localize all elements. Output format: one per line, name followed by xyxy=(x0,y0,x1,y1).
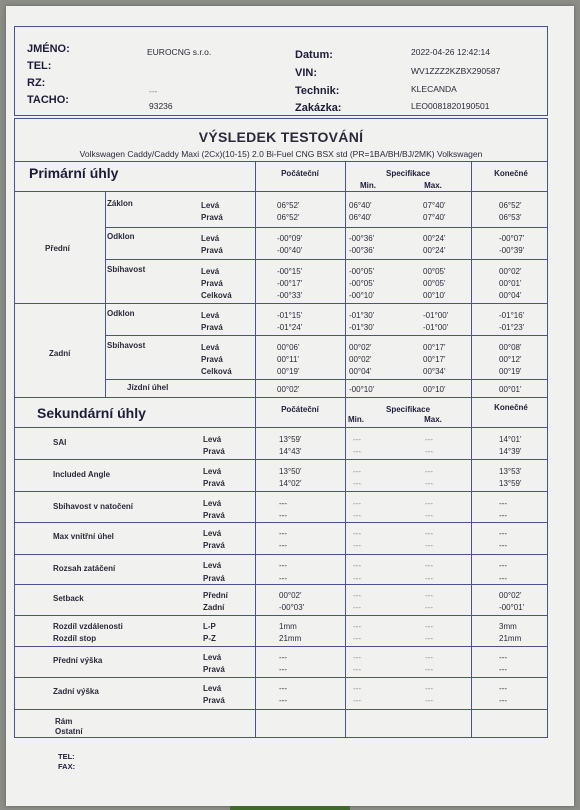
vin-value: WV1ZZZ2KZBX290587 xyxy=(411,66,501,76)
secondary-final-value: --- xyxy=(499,541,507,550)
secondary-final-value: 13°59' xyxy=(499,479,522,488)
grid-line xyxy=(255,397,256,737)
primary-max-value: 00°05' xyxy=(423,267,446,276)
secondary-final-value: 13°53' xyxy=(499,467,522,476)
secondary-side-label: Zadní xyxy=(203,603,225,612)
grid-line xyxy=(105,191,106,397)
primary-final-value: 00°02' xyxy=(499,267,522,276)
secondary-angles-heading: Sekundární úhly xyxy=(37,405,146,421)
secondary-min-value: --- xyxy=(353,653,361,662)
primary-group-label: Odklon xyxy=(107,232,135,241)
primary-final-value: -00°39' xyxy=(499,246,525,255)
secondary-initial-value: --- xyxy=(279,541,287,550)
secondary-initial-value: -00°03' xyxy=(279,603,305,612)
primary-side-label: Pravá xyxy=(201,246,223,255)
secondary-side-label: Přední xyxy=(203,591,228,600)
date-label: Datum: xyxy=(295,49,333,61)
secondary-min-value: --- xyxy=(353,696,361,705)
secondary-row-label: Included Angle xyxy=(53,470,111,479)
rear-axle-label: Zadní xyxy=(49,349,71,358)
secondary-min-value: --- xyxy=(353,684,361,693)
primary-side-label: Celková xyxy=(201,291,232,300)
secondary-side-label: Pravá xyxy=(203,447,225,456)
secondary-initial-value: 14°02' xyxy=(279,479,302,488)
primary-angles-heading: Primární úhly xyxy=(29,165,119,181)
primary-group-label: Záklon xyxy=(107,199,133,208)
primary-initial-value: -00°40' xyxy=(277,246,303,255)
primary-final-value: -00°07' xyxy=(499,234,525,243)
secondary-side-label: P-Z xyxy=(203,634,216,643)
secondary-max-value: --- xyxy=(425,665,433,674)
secondary-min-value: --- xyxy=(353,634,361,643)
technician-label: Technik: xyxy=(295,85,340,97)
secondary-side-label: Levá xyxy=(203,467,222,476)
secondary-max-value: --- xyxy=(425,511,433,520)
primary-max-value: 00°24' xyxy=(423,246,446,255)
secondary-side-label: Pravá xyxy=(203,696,225,705)
grid-line xyxy=(255,161,256,397)
primary-final-value: 00°19' xyxy=(499,367,522,376)
vin-label: VIN: xyxy=(295,67,317,79)
secondary-final-value: 3mm xyxy=(499,622,517,631)
secondary-max-value: --- xyxy=(425,447,433,456)
primary-col-max: Max. xyxy=(424,181,442,190)
secondary-row-label: Rozsah zatáčení xyxy=(53,564,116,573)
footer-fax-label: FAX: xyxy=(58,762,76,771)
secondary-min-value: --- xyxy=(353,574,361,583)
front-axle-label: Přední xyxy=(45,244,70,253)
grid-line xyxy=(15,491,547,492)
secondary-side-label: Pravá xyxy=(203,541,225,550)
secondary-side-label: Levá xyxy=(203,653,222,662)
rz-label: RZ: xyxy=(27,77,46,89)
secondary-max-value: --- xyxy=(425,499,433,508)
primary-min-value: -00°36' xyxy=(349,234,375,243)
primary-col-min: Min. xyxy=(360,181,376,190)
grid-line xyxy=(15,459,547,460)
secondary-max-value: --- xyxy=(425,435,433,444)
primary-col-final: Konečné xyxy=(494,169,528,178)
secondary-max-value: --- xyxy=(425,541,433,550)
secondary-max-value: --- xyxy=(425,684,433,693)
secondary-max-value: --- xyxy=(425,591,433,600)
grid-line xyxy=(105,335,547,336)
primary-initial-value: 00°11' xyxy=(277,355,299,364)
primary-side-label: Levá xyxy=(201,343,220,352)
name-value: EUROCNG s.r.o. xyxy=(147,47,212,57)
primary-initial-value: 06°52' xyxy=(277,201,300,210)
secondary-max-value: --- xyxy=(425,653,433,662)
secondary-initial-value: --- xyxy=(279,574,287,583)
secondary-row-label: Zadní výška xyxy=(53,687,99,696)
primary-group-label: Sbíhavost xyxy=(107,265,146,274)
footer-tel-label: TEL: xyxy=(58,752,75,761)
grid-line xyxy=(15,554,547,555)
primary-final-value: 06°53' xyxy=(499,213,522,222)
primary-initial-value: -00°17' xyxy=(277,279,303,288)
secondary-col-max: Max. xyxy=(424,415,442,424)
grid-line xyxy=(105,227,547,228)
secondary-col-initial: Počáteční xyxy=(281,405,319,414)
secondary-final-value: --- xyxy=(499,511,507,520)
primary-group-label: Odklon xyxy=(107,309,135,318)
primary-final-value: 00°01' xyxy=(499,385,522,394)
background-surface xyxy=(230,806,350,810)
secondary-initial-value: 00°02' xyxy=(279,591,302,600)
grid-line xyxy=(15,709,547,710)
grid-line xyxy=(345,161,346,397)
secondary-initial-value: 14°43' xyxy=(279,447,302,456)
order-value: LEO0081820190501 xyxy=(411,101,490,111)
primary-initial-value: 00°02' xyxy=(277,385,300,394)
primary-final-value: -01°16' xyxy=(499,311,525,320)
primary-final-value: 00°01' xyxy=(499,279,522,288)
secondary-max-value: --- xyxy=(425,479,433,488)
secondary-initial-value: 1mm xyxy=(279,622,297,631)
grid-line xyxy=(15,303,547,304)
grid-line xyxy=(471,161,472,397)
order-label: Zakázka: xyxy=(295,102,342,114)
primary-initial-value: -01°24' xyxy=(277,323,303,332)
tacho-label: TACHO: xyxy=(27,94,69,106)
primary-side-label: Levá xyxy=(201,201,220,210)
secondary-min-value: --- xyxy=(353,665,361,674)
grid-line xyxy=(15,191,547,192)
primary-max-value: -01°00' xyxy=(423,311,449,320)
secondary-col-min: Min. xyxy=(348,415,364,424)
primary-initial-value: 00°06' xyxy=(277,343,300,352)
primary-group-label: Jízdní úhel xyxy=(127,383,169,392)
secondary-side-label: Pravá xyxy=(203,574,225,583)
secondary-side-label: Levá xyxy=(203,561,222,570)
secondary-side-label: Pravá xyxy=(203,479,225,488)
primary-max-value: 07°40' xyxy=(423,213,446,222)
primary-min-value: 00°02' xyxy=(349,343,372,352)
grid-line xyxy=(345,397,346,737)
grid-line xyxy=(15,584,547,585)
secondary-col-final: Konečné xyxy=(494,403,528,412)
secondary-min-value: --- xyxy=(353,561,361,570)
primary-min-value: -00°36' xyxy=(349,246,375,255)
secondary-final-value: --- xyxy=(499,665,507,674)
primary-side-label: Celková xyxy=(201,367,232,376)
secondary-max-value: --- xyxy=(425,634,433,643)
secondary-row-label: Rozdíl vzdálenosti xyxy=(53,622,123,631)
primary-min-value: 00°04' xyxy=(349,367,372,376)
primary-final-value: -01°23' xyxy=(499,323,525,332)
other-label: Ostatní xyxy=(55,727,83,736)
secondary-final-value: -00°01' xyxy=(499,603,525,612)
primary-initial-value: 00°19' xyxy=(277,367,300,376)
secondary-min-value: --- xyxy=(353,541,361,550)
grid-line xyxy=(15,646,547,647)
primary-side-label: Levá xyxy=(201,234,220,243)
vehicle-description: Volkswagen Caddy/Caddy Maxi (2Cx)(10-15) 2.0 Bi-Fuel CNG BSX std (PR=1BA/BH/BJ/2MK) Volkswagen xyxy=(79,149,483,159)
grid-line xyxy=(105,259,547,260)
primary-max-value: 00°24' xyxy=(423,234,446,243)
secondary-max-value: --- xyxy=(425,529,433,538)
secondary-row-label: SAI xyxy=(53,438,67,447)
secondary-initial-value: 13°59' xyxy=(279,435,302,444)
divider xyxy=(15,161,547,162)
primary-initial-value: 06°52' xyxy=(277,213,300,222)
primary-side-label: Pravá xyxy=(201,355,223,364)
technician-value: KLECANDA xyxy=(411,84,457,94)
secondary-row-label: Přední výška xyxy=(53,656,103,665)
secondary-min-value: --- xyxy=(353,591,361,600)
report-title: VÝSLEDEK TESTOVÁNÍ xyxy=(198,129,364,145)
secondary-final-value: --- xyxy=(499,499,507,508)
secondary-initial-value: --- xyxy=(279,684,287,693)
grid-line xyxy=(15,522,547,523)
primary-final-value: 00°12' xyxy=(499,355,522,364)
primary-max-value: 00°34' xyxy=(423,367,446,376)
secondary-initial-value: --- xyxy=(279,665,287,674)
primary-max-value: 00°17' xyxy=(423,343,446,352)
primary-col-initial: Počáteční xyxy=(281,169,319,178)
primary-side-label: Levá xyxy=(201,267,220,276)
primary-initial-value: -00°33' xyxy=(277,291,303,300)
secondary-final-value: --- xyxy=(499,574,507,583)
secondary-initial-value: 13°50' xyxy=(279,467,302,476)
primary-group-label: Sbíhavost xyxy=(107,341,146,350)
header-box xyxy=(14,26,548,116)
primary-max-value: 00°10' xyxy=(423,385,446,394)
secondary-row-label: Max vnitřní úhel xyxy=(53,532,114,541)
secondary-final-value: --- xyxy=(499,653,507,662)
secondary-max-value: --- xyxy=(425,561,433,570)
primary-max-value: -01°00' xyxy=(423,323,449,332)
secondary-final-value: 14°39' xyxy=(499,447,522,456)
secondary-col-spec: Specifikace xyxy=(385,405,431,414)
secondary-final-value: 21mm xyxy=(499,634,522,643)
secondary-min-value: --- xyxy=(353,435,361,444)
secondary-side-label: Pravá xyxy=(203,511,225,520)
primary-final-value: 06°52' xyxy=(499,201,522,210)
secondary-max-value: --- xyxy=(425,574,433,583)
secondary-initial-value: --- xyxy=(279,529,287,538)
primary-final-value: 00°04' xyxy=(499,291,522,300)
secondary-max-value: --- xyxy=(425,467,433,476)
secondary-min-value: --- xyxy=(353,447,361,456)
tel-label: TEL: xyxy=(27,60,52,72)
secondary-side-label: Levá xyxy=(203,684,222,693)
primary-side-label: Levá xyxy=(201,311,220,320)
grid-line xyxy=(471,397,472,737)
results-box xyxy=(14,118,548,738)
secondary-initial-value: --- xyxy=(279,561,287,570)
secondary-min-value: --- xyxy=(353,467,361,476)
secondary-min-value: --- xyxy=(353,479,361,488)
secondary-final-value: --- xyxy=(499,696,507,705)
secondary-initial-value: --- xyxy=(279,511,287,520)
primary-initial-value: -00°09' xyxy=(277,234,303,243)
grid-line xyxy=(105,379,547,380)
secondary-min-value: --- xyxy=(353,499,361,508)
secondary-final-value: 00°02' xyxy=(499,591,522,600)
primary-side-label: Pravá xyxy=(201,323,223,332)
secondary-final-value: --- xyxy=(499,684,507,693)
secondary-final-value: 14°01' xyxy=(499,435,522,444)
secondary-final-value: --- xyxy=(499,529,507,538)
primary-initial-value: -01°15' xyxy=(277,311,303,320)
primary-min-value: -01°30' xyxy=(349,311,375,320)
grid-line xyxy=(15,677,547,678)
secondary-min-value: --- xyxy=(353,603,361,612)
secondary-max-value: --- xyxy=(425,603,433,612)
secondary-min-value: --- xyxy=(353,622,361,631)
primary-side-label: Pravá xyxy=(201,279,223,288)
secondary-side-label: Levá xyxy=(203,435,222,444)
secondary-row-label: Rozdíl stop xyxy=(53,634,97,643)
primary-min-value: -00°05' xyxy=(349,279,375,288)
primary-side-label: Pravá xyxy=(201,213,223,222)
secondary-row-label: Sbíhavost v natočení xyxy=(53,502,134,511)
primary-min-value: 06°40' xyxy=(349,213,372,222)
secondary-row-label: Setback xyxy=(53,594,84,603)
primary-col-spec: Specifikace xyxy=(385,169,431,178)
primary-max-value: 00°05' xyxy=(423,279,446,288)
secondary-min-value: --- xyxy=(353,529,361,538)
frame-label: Rám xyxy=(55,717,73,726)
tacho-value: 93236 xyxy=(149,101,173,111)
date-value: 2022-04-26 12:42:14 xyxy=(411,47,490,57)
name-label: JMÉNO: xyxy=(27,43,70,55)
secondary-side-label: L-P xyxy=(203,622,216,631)
primary-max-value: 00°10' xyxy=(423,291,446,300)
primary-min-value: 06°40' xyxy=(349,201,372,210)
rz-value: --- xyxy=(149,86,158,96)
secondary-initial-value: --- xyxy=(279,653,287,662)
secondary-side-label: Pravá xyxy=(203,665,225,674)
primary-max-value: 07°40' xyxy=(423,201,446,210)
grid-line xyxy=(15,615,547,616)
primary-max-value: 00°17' xyxy=(423,355,446,364)
secondary-side-label: Levá xyxy=(203,529,222,538)
secondary-min-value: --- xyxy=(353,511,361,520)
secondary-side-label: Levá xyxy=(203,499,222,508)
primary-min-value: 00°02' xyxy=(349,355,372,364)
secondary-initial-value: --- xyxy=(279,499,287,508)
secondary-max-value: --- xyxy=(425,622,433,631)
primary-min-value: -00°05' xyxy=(349,267,375,276)
secondary-initial-value: --- xyxy=(279,696,287,705)
primary-final-value: 00°08' xyxy=(499,343,522,352)
primary-min-value: -00°10' xyxy=(349,385,375,394)
secondary-final-value: --- xyxy=(499,561,507,570)
grid-line xyxy=(15,397,547,398)
primary-min-value: -01°30' xyxy=(349,323,375,332)
primary-initial-value: -00°15' xyxy=(277,267,303,276)
secondary-max-value: --- xyxy=(425,696,433,705)
secondary-initial-value: 21mm xyxy=(279,634,302,643)
primary-min-value: -00°10' xyxy=(349,291,375,300)
grid-line xyxy=(15,427,547,428)
